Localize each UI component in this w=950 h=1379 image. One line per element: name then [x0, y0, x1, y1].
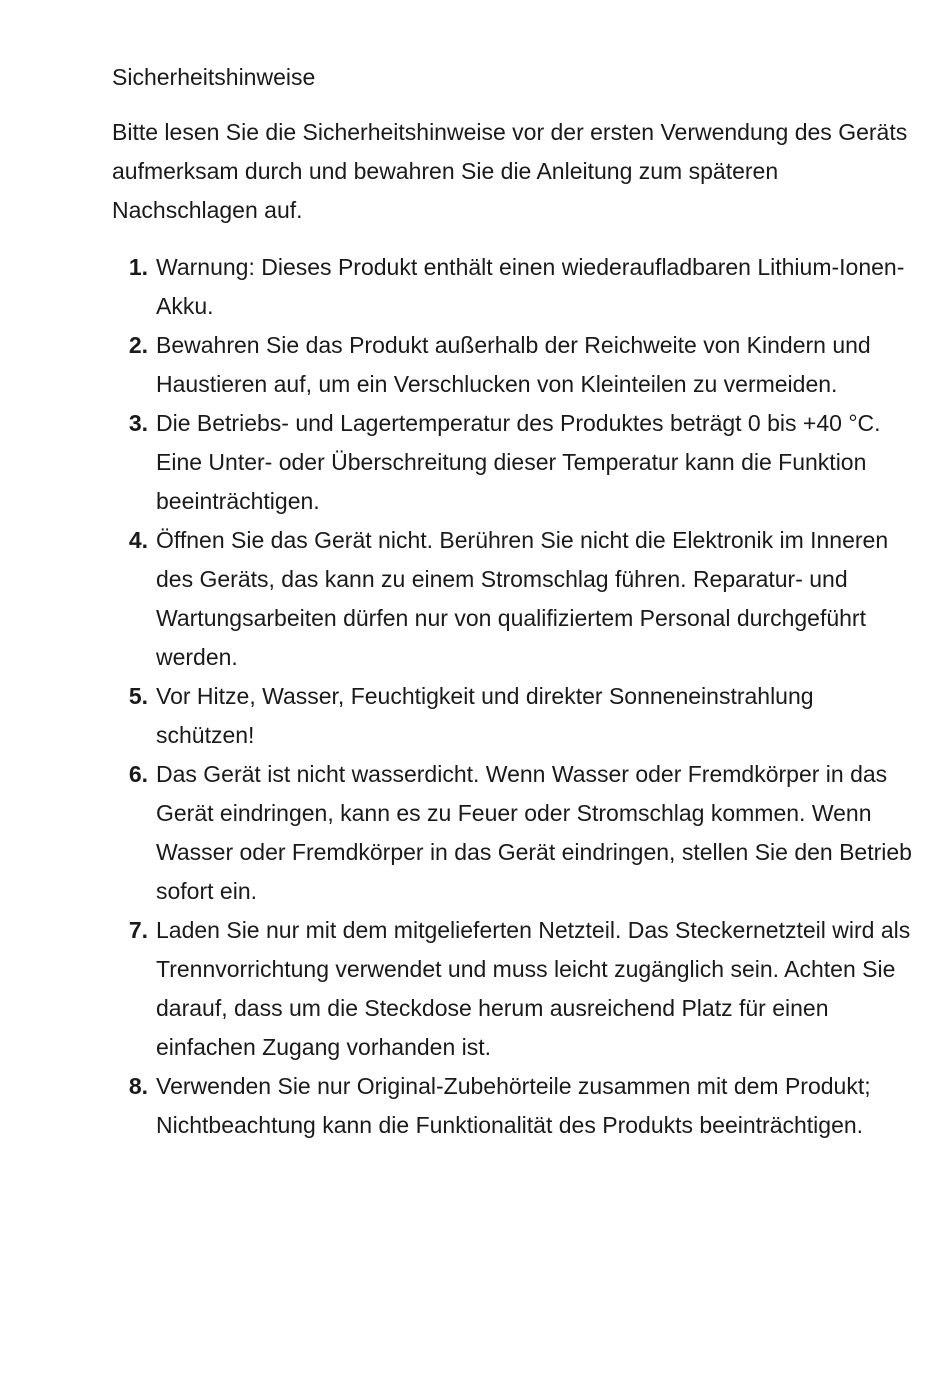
list-text: Öffnen Sie das Gerät nicht. Berühren Sie nicht die Elektronik im Inneren des Geräts, das kann zu einem Stromschlag führen. Reparatur- und Wartungsarbeiten dürfen nur von qualifiziertem Personal durchgeführt werden. — [156, 527, 889, 670]
list-text: Warnung: Dieses Produkt enthält einen wiederaufladbaren Lithium-Ionen-Akku. — [156, 254, 905, 319]
list-item — [112, 1067, 912, 1145]
list-number: 4. — [128, 527, 148, 553]
list-number: 5. — [128, 683, 148, 709]
list-number: 1. — [128, 254, 148, 280]
list-text: Vor Hitze, Wasser, Feuchtigkeit und direkter Sonneneinstrahlung schützen! — [156, 683, 814, 748]
list-number: 6. — [128, 761, 148, 787]
list-text: Verwenden Sie nur Original-Zubehörteile zusammen mit dem Produkt; Nichtbeachtung kann die Funktionalität des Produkts beeinträchtigen. — [156, 1073, 871, 1138]
page-title: Sicherheitshinweise — [112, 64, 316, 90]
document-page — [112, 58, 912, 1145]
list-text: Laden Sie nur mit dem mitgelieferten Netzteil. Das Steckernetzteil wird als Trennvorrichtung verwendet und muss leicht zugänglich sein. Achten Sie darauf, dass um die Steckdose herum ausreichend Platz für einen einfachen Zugang vorhanden ist. — [156, 917, 911, 1060]
list-text: Das Gerät ist nicht wasserdicht. Wenn Wasser oder Fremdkörper in das Gerät eindringen, kann es zu Feuer oder Stromschlag kommen. Wenn Wasser oder Fremdkörper in das Gerät eindringen, stellen Sie den Betrieb sofort ein. — [156, 761, 912, 904]
list-text: Bewahren Sie das Produkt außerhalb der Reichweite von Kindern und Haustieren auf, um ein Verschlucken von Kleinteilen zu vermeiden. — [156, 332, 871, 397]
list-item — [112, 326, 912, 404]
intro-paragraph: Bitte lesen Sie die Sicherheitshinweise vor der ersten Verwendung des Geräts aufmerksam durch und bewahren Sie die Anleitung zum späteren Nachschlagen auf. — [112, 119, 908, 223]
list-item — [112, 911, 912, 1067]
list-number: 8. — [128, 1073, 148, 1099]
list-number: 3. — [128, 410, 148, 436]
list-item — [112, 248, 912, 326]
list-number: 2. — [128, 332, 148, 358]
list-item — [112, 677, 912, 755]
list-item — [112, 404, 912, 521]
list-text: Die Betriebs- und Lagertemperatur des Produktes beträgt 0 bis +40 °C. Eine Unter- oder Überschreitung dieser Temperatur kann die Funktion beeinträchtigen. — [156, 410, 881, 514]
list-item — [112, 521, 912, 677]
safety-list — [112, 248, 912, 1145]
list-number: 7. — [128, 917, 148, 943]
list-item — [112, 755, 912, 911]
